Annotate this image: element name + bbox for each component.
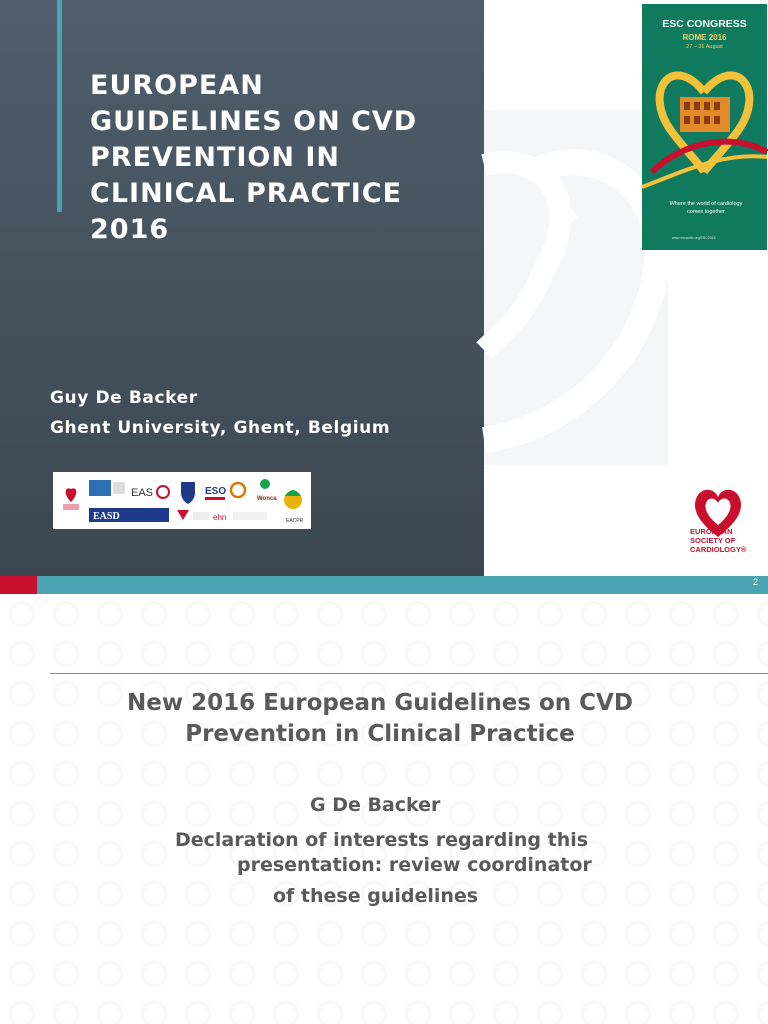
eas-ring-icon <box>157 486 169 498</box>
slide-footer-red-block <box>0 576 37 594</box>
title-line: PREVENTION IN <box>90 142 341 173</box>
grey-logo-icon <box>233 512 267 520</box>
red-logo-icon <box>177 510 189 520</box>
title-line: 2016 <box>90 214 170 245</box>
wonca-leaf-icon <box>260 479 270 489</box>
page-number: 2 <box>752 577 758 587</box>
shield-logo-icon <box>181 482 195 504</box>
orange-ring-icon <box>231 483 245 497</box>
poster-dates: 27 – 31 August <box>686 44 723 50</box>
presenter-name: G De Backer <box>310 794 441 816</box>
title-line: GUIDELINES ON CVD <box>90 106 418 137</box>
grey-logo-icon <box>113 482 125 494</box>
eso-logo-text: ESO <box>205 486 227 497</box>
esc-logo-line: CARDIOLOGY® <box>690 545 747 554</box>
declaration-line-2: presentation: review coordinator <box>237 854 592 876</box>
eacpr-leaf-icon <box>285 490 301 496</box>
slide-footer-bar <box>0 576 768 594</box>
partner-logos-strip <box>53 472 311 529</box>
eacpr-logo-text: EACPR <box>286 518 304 524</box>
esc-congress-poster <box>642 4 767 250</box>
eas-logo-text: EAS <box>131 487 154 499</box>
poster-title: ESC CONGRESS <box>662 18 747 30</box>
red-script-logo: ehn <box>213 513 227 522</box>
declaration-line-1: Declaration of interests regarding this <box>175 829 589 851</box>
poster-url: www.escardio.org/ESC2016 <box>672 236 716 240</box>
title-line: EUROPEAN <box>90 70 264 101</box>
easd-logo-text: EASD <box>93 511 120 522</box>
declaration-slide <box>0 594 768 1024</box>
esc-heart-icon <box>66 488 77 502</box>
declaration-line-3: of these guidelines <box>273 885 479 907</box>
divider-line <box>50 673 768 674</box>
esc-logo-text <box>690 527 760 554</box>
slide-title <box>90 68 470 248</box>
poster-city-year: ROME 2016 <box>682 33 727 42</box>
poster-tagline: Where the world of cardiology comes together <box>669 201 743 215</box>
esc-logo-line: EUROPEAN <box>690 527 733 536</box>
author-affiliation: Ghent University, Ghent, Belgium <box>50 418 391 438</box>
colosseum-heart-icon <box>642 52 767 202</box>
world-logo-icon <box>89 480 111 496</box>
large-heart-icon <box>484 110 668 465</box>
slide2-title-line: Prevention in Clinical Practice <box>185 721 575 747</box>
heart-background <box>484 110 668 465</box>
partner-logos <box>53 472 311 529</box>
wonca-logo-text: Wonca <box>257 496 277 502</box>
slide2-title-line: New 2016 European Guidelines on CVD <box>127 690 633 716</box>
esc-logo-line: SOCIETY OF <box>690 536 736 545</box>
esc-logo-text-block <box>63 504 79 510</box>
teal-accent-bar <box>57 0 62 212</box>
grey-logo-icon <box>193 512 209 520</box>
title-line: CLINICAL PRACTICE <box>90 178 403 209</box>
eso-bar-icon <box>205 497 225 500</box>
slide2-title <box>60 688 700 750</box>
author-name: Guy De Backer <box>50 388 198 408</box>
